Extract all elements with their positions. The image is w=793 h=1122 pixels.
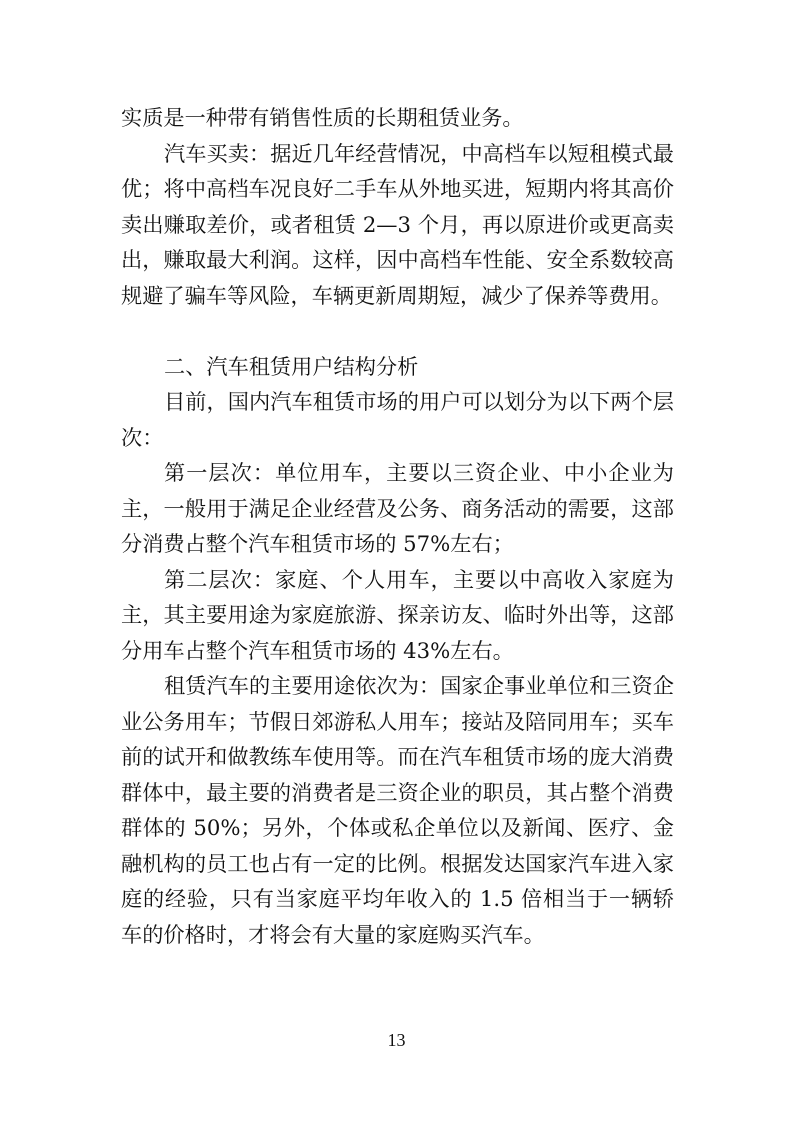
- section-spacer: [121, 313, 674, 349]
- paragraph-car-trading: 汽车买卖：据近几年经营情况，中高档车以短租模式最优；将中高档车况良好二手车从外地买进，短期内将其高价卖出赚取差价，或者租赁 2—3 个月，再以原进价或更高卖出，赚取最大利润。这样，因中高档车性能、安全系数较高规避了骗车等风险，车辆更新周期短，减少了保养等费用。: [121, 140, 674, 308]
- body-text: [121, 100, 674, 952]
- section-heading: 二、汽车租赁用户结构分析: [164, 353, 419, 379]
- paragraph-user-levels-intro: 目前，国内汽车租赁市场的用户可以划分为以下两个层次：: [121, 389, 674, 450]
- page-number: 13: [387, 1030, 406, 1050]
- paragraph-second-level: 第二层次：家庭、个人用车，主要以中高收入家庭为主，其主要用途为家庭旅游、探亲访友、临时外出等，这部分用车占整个汽车租赁市场的 43%左右。: [121, 566, 674, 663]
- paragraph-lease-nature: 实质是一种带有销售性质的长期租赁业务。: [121, 105, 524, 130]
- paragraph-first-level: 第一层次：单位用车，主要以三资企业、中小企业为主，一般用于满足企业经营及公务、商务活动的需要，这部分消费占整个汽车租赁市场的 57%左右；: [121, 460, 674, 556]
- paragraph-main-uses: 租赁汽车的主要用途依次为：国家企事业单位和三资企业公务用车；节假日郊游私人用车；接站及陪同用车；买车前的试开和做教练车使用等。而在汽车租赁市场的庞大消费群体中，最主要的消费者是三资企业的职员，其占整个消费群体的 50%；另外，个体或私企单位以及新闻、医疗、金融机构的员工也占有一定的比例。根据发达国家汽车进入家庭的经验，只有当家庭平均年收入的 1.5 倍相当于一辆轿车的价格时，才将会有大量的家庭购买汽车。: [121, 673, 674, 947]
